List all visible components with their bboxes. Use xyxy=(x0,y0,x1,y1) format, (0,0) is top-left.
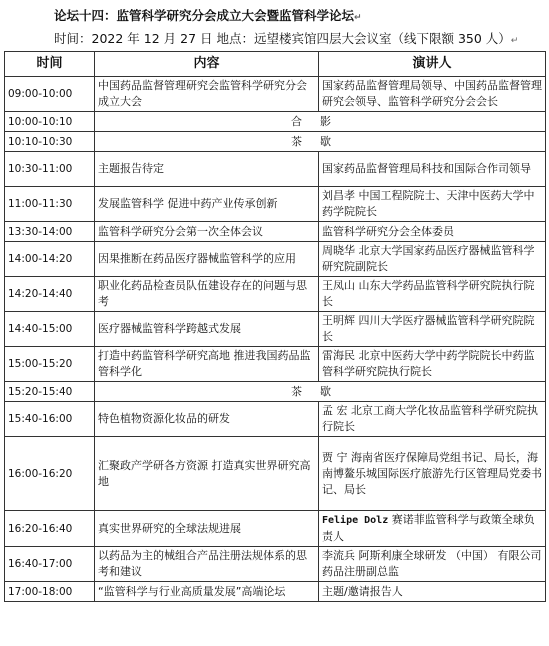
table-header-row xyxy=(5,52,546,77)
time-cell: 17:00-18:00 xyxy=(5,582,95,602)
table-row xyxy=(5,347,546,382)
speaker-cell: 贾 宁 海南省医疗保障局党组书记、局长，海南博鳌乐城国际医疗旅游先行区管理局党委书记、局长 xyxy=(319,437,546,511)
time-cell: 13:30-14:00 xyxy=(5,222,95,242)
header-speaker: 演讲人 xyxy=(319,52,546,77)
time-cell: 16:40-17:00 xyxy=(5,547,95,582)
table-row xyxy=(5,277,546,312)
time-cell: 09:00-10:00 xyxy=(5,77,95,112)
content-cell: 医疗器械监管科学跨越式发展 xyxy=(95,312,319,347)
time-cell: 15:00-15:20 xyxy=(5,347,95,382)
page-title: 论坛十四：监管科学研究分会成立大会暨监管科学论坛↵ xyxy=(54,8,362,23)
time-cell: 15:40-16:00 xyxy=(5,402,95,437)
time-cell: 11:00-11:30 xyxy=(5,187,95,222)
content-cell: 因果推断在药品医疗器械监管科学的应用 xyxy=(95,242,319,277)
speaker-cell: 主题/邀请报告人 xyxy=(319,582,546,602)
speaker-cell: 刘昌孝 中国工程院院士、天津中医药大学中药学院院长 xyxy=(319,187,546,222)
table-row xyxy=(5,402,546,437)
time-cell: 14:00-14:20 xyxy=(5,242,95,277)
content-cell: 以药品为主的械组合产品注册法规体系的思考和建议 xyxy=(95,547,319,582)
time-cell: 14:40-15:00 xyxy=(5,312,95,347)
time-cell: 10:00-10:10 xyxy=(5,112,95,132)
break-cell: 茶歇 xyxy=(95,132,546,152)
break-cell: 合影 xyxy=(95,112,546,132)
content-cell: 真实世界研究的全球法规进展 xyxy=(95,511,319,547)
table-row xyxy=(5,152,546,187)
header-time: 时间 xyxy=(5,52,95,77)
speaker-cell: 李流兵 阿斯利康全球研发 （中国） 有限公司 药品注册副总监 xyxy=(319,547,546,582)
speaker-cell: 周晓华 北京大学国家药品医疗器械监管科学研究院副院长 xyxy=(319,242,546,277)
table-row-break xyxy=(5,382,546,402)
speaker-name: Felipe Dolz xyxy=(322,515,389,526)
table-row xyxy=(5,312,546,347)
speaker-cell: 王凤山 山东大学药品监管科学研究院执行院长 xyxy=(319,277,546,312)
content-cell: 中国药品监督管理研究会监管科学研究分会成立大会 xyxy=(95,77,319,112)
table-row xyxy=(5,187,546,222)
content-cell: 职业化药品检查员队伍建设存在的问题与思考 xyxy=(95,277,319,312)
speaker-cell: 王明辉 四川大学医疗器械监管科学研究院院长 xyxy=(319,312,546,347)
break-cell: 茶歇 xyxy=(95,382,546,402)
content-cell: 打造中药监管科学研究高地 推进我国药品监管科学化 xyxy=(95,347,319,382)
content-cell: “监管科学与行业高质量发展”高端论坛 xyxy=(95,582,319,602)
table-row xyxy=(5,222,546,242)
speaker-cell: 国家药品监督管理局领导、中国药品监督管理研究会领导、监管科学研究分会会长 xyxy=(319,77,546,112)
content-cell: 监管科学研究分会第一次全体会议 xyxy=(95,222,319,242)
time-cell: 10:10-10:30 xyxy=(5,132,95,152)
time-cell: 16:20-16:40 xyxy=(5,511,95,547)
table-row xyxy=(5,242,546,277)
table-row-break xyxy=(5,132,546,152)
table-row xyxy=(5,511,546,547)
table-row-break xyxy=(5,112,546,132)
header-content: 内容 xyxy=(95,52,319,77)
content-cell: 汇聚政产学研各方资源 打造真实世界研究高地 xyxy=(95,437,319,511)
time-cell: 15:20-15:40 xyxy=(5,382,95,402)
content-cell: 发展监管科学 促进中药产业传承创新 xyxy=(95,187,319,222)
speaker-cell: 雷海民 北京中医药大学中药学院院长中药监管科学研究院执行院长 xyxy=(319,347,546,382)
table-row xyxy=(5,77,546,112)
content-cell: 主题报告待定 xyxy=(95,152,319,187)
table-row xyxy=(5,582,546,602)
speaker-cell: 监管科学研究分会全体委员 xyxy=(319,222,546,242)
time-cell: 10:30-11:00 xyxy=(5,152,95,187)
speaker-cell xyxy=(319,511,546,547)
time-cell: 14:20-14:40 xyxy=(5,277,95,312)
schedule-table xyxy=(4,51,546,602)
speaker-title: 赛诺菲监管科学与政策全球负责人 xyxy=(322,513,535,543)
table-row xyxy=(5,547,546,582)
speaker-cell: 国家药品监督管理局科技和国际合作司领导 xyxy=(319,152,546,187)
speaker-cell: 孟 宏 北京工商大学化妆品监管科学研究院执行院长 xyxy=(319,402,546,437)
page-subtitle: 时间：2022 年 12 月 27 日 地点：远望楼宾馆四层大会议室（线下限额 350 人）↵ xyxy=(54,31,519,46)
table-row xyxy=(5,437,546,511)
content-cell: 特色植物资源化妆品的研发 xyxy=(95,402,319,437)
time-cell: 16:00-16:20 xyxy=(5,437,95,511)
